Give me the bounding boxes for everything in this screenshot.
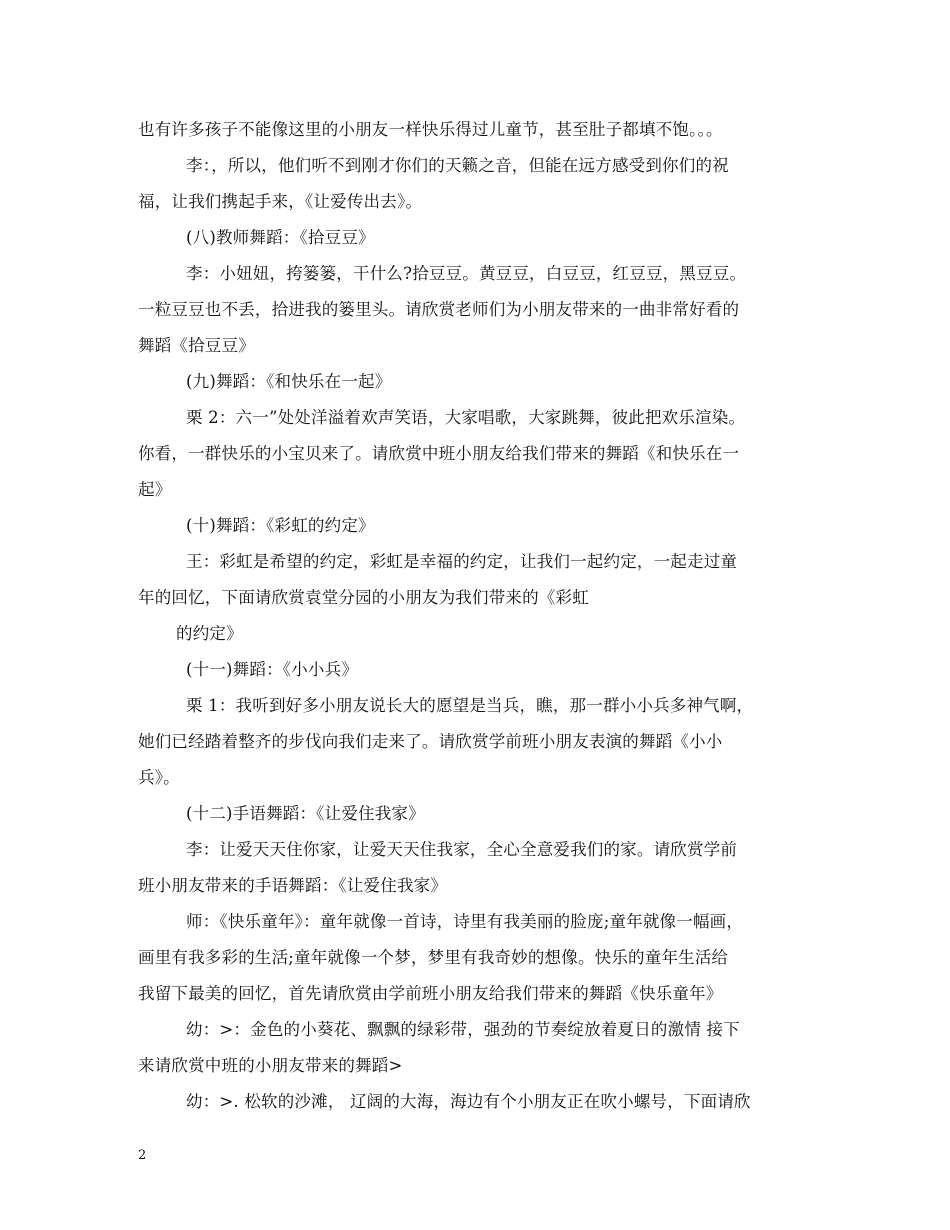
text-line: 一粒豆豆也不丢，拾进我的篓里头。请欣赏老师们为小朋友带来的一曲非常好看的 — [138, 300, 740, 319]
text-line: 福，让我们携起手来，《让爱传出去》。 — [138, 192, 423, 211]
text-line: 起》 — [138, 480, 172, 499]
text-line: 李：，所以，他们听不到刚才你们的天籁之音，但能在远方感受到你们的祝 — [186, 156, 729, 175]
page-number: 2 — [138, 1148, 147, 1163]
section-heading: (八)教师舞蹈：《拾豆豆》 — [186, 228, 375, 247]
text-line: 栗 1：我听到好多小朋友说长大的愿望是当兵，瞧，那一群小小兵多神气啊， — [186, 696, 754, 715]
text-line: 画里有我多彩的生活;童年就像一个梦，梦里有我奇妙的想像。快乐的童年生活给 — [138, 948, 729, 967]
text-line: 王：彩虹是希望的约定，彩虹是幸福的约定，让我们一起约定，一起走过童 — [186, 552, 738, 571]
text-line: 李：让爱天天住你家，让爱天天住我家，全心全意爱我们的家。请欣赏学前 — [186, 840, 738, 859]
text-line: 李：小妞妞，挎篓篓，干什么?拾豆豆。黄豆豆，白豆豆，红豆豆，黑豆豆。 — [186, 264, 747, 283]
text-line: 来请欣赏中班的小朋友带来的舞蹈> — [138, 1056, 403, 1075]
text-line: 师：《快乐童年》：童年就像一首诗，诗里有我美丽的脸庞;童年就像一幅画， — [186, 912, 744, 931]
section-heading: (十一)舞蹈：《小小兵》 — [186, 660, 359, 679]
text-line: 你看，一群快乐的小宝贝来了。请欣赏中班小朋友给我们带来的舞蹈《和快乐在一 — [138, 444, 740, 463]
text-line: 舞蹈《拾豆豆》 — [138, 336, 255, 355]
text-line: 栗 2：六一”处处洋溢着欢声笑语，大家唱歌，大家跳舞，彼此把欢乐渲染。 — [186, 408, 746, 427]
text-line: 的约定》 — [176, 624, 243, 643]
text-line: 幼：>. 松软的沙滩， 辽阔的大海，海边有个小朋友正在吹小螺号，下面请欣 — [186, 1092, 751, 1111]
section-heading: (九)舞蹈：《和快乐在一起》 — [186, 372, 392, 391]
text-line: 年的回忆，下面请欣赏袁堂分园的小朋友为我们带来的《彩虹 — [138, 588, 589, 607]
text-line: 兵》。 — [138, 768, 180, 787]
section-heading: (十二)手语舞蹈：《让爱住我家》 — [186, 804, 425, 823]
text-line: 我留下最美的回忆，首先请欣赏由学前班小朋友给我们带来的舞蹈《快乐童年》 — [138, 984, 723, 1003]
text-line: 班小朋友带来的手语舞蹈：《让爱住我家》 — [138, 876, 448, 895]
text-line: 幼：>：金色的小葵花、飘飘的绿彩带，强劲的节奏绽放着夏日的激情 接下 — [186, 1020, 740, 1039]
text-line: 她们已经踏着整齐的步伐向我们走来了。请欣赏学前班小朋友表演的舞蹈《小小 — [138, 732, 723, 751]
text-line: 也有许多孩子不能像这里的小朋友一样快乐得过儿童节，甚至肚子都填不饱。。。 — [138, 120, 723, 139]
section-heading: (十)舞蹈：《彩虹的约定》 — [186, 516, 375, 535]
